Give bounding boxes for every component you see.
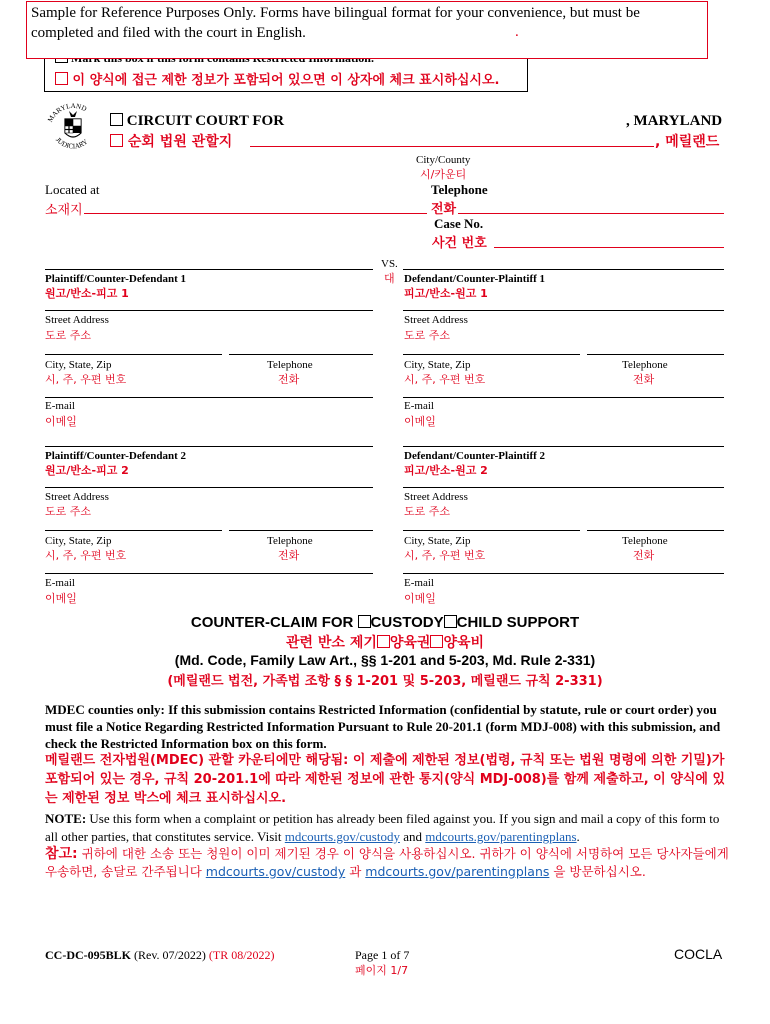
custody-checkbox-kr[interactable] [377,635,390,648]
defendant2-city-label: City, State, Zip [404,535,471,547]
plaintiff2-email-field[interactable] [45,573,373,574]
telephone-label: Telephone [431,182,488,197]
circuit-court-label: CIRCUIT COURT FOR [126,113,285,129]
plaintiff1-name-field[interactable] [45,269,373,270]
plaintiff1-phone-field[interactable] [229,354,373,355]
restricted-label-kr: 이 양식에 접근 제한 정보가 포함되어 있으면 이 상자에 체크 표시하십시오. [72,73,500,88]
restricted-checkbox-kr[interactable] [55,72,68,85]
statute-citation-kr: (메릴랜드 법전, 가족법 조항 § § 1-201 및 5-203, 메릴랜드 규칙 2-331) [167,674,603,689]
plaintiff1-street-label-kr: 도로 주소 [45,329,92,342]
note-end-kr: 을 방문하십시오. [549,864,646,879]
defendant2-name-field[interactable] [403,446,724,447]
plaintiff1-street-label: Street Address [45,314,109,326]
defendant1-city-label: City, State, Zip [404,359,471,371]
plaintiff2-phone-field[interactable] [229,530,373,531]
telephone-label-kr: 전화 [431,202,457,217]
plaintiff2-name-field[interactable] [45,446,373,447]
plaintiff2-city-label: City, State, Zip [45,535,112,547]
sample-notice-text: Sample for Reference Purposes Only. Forms have bilingual format for your convenience, but must be completed and filed with the court in English. [31,5,640,41]
note-label-kr: 참고: [45,846,78,862]
plaintiff2-city-label-kr: 시, 주, 우편 번호 [45,549,127,562]
defendant1-email-label: E-mail [404,400,434,412]
defendant1-street-field[interactable] [403,310,724,311]
svg-text:JUDICIARY [54,136,89,151]
note-paragraph-kr [45,845,729,881]
note-and: and [399,829,426,844]
defendant1-email-label-kr: 이메일 [404,415,436,428]
defendant1-label: Defendant/Counter-Plaintiff 1 [404,273,546,285]
plaintiff2-phone-label: Telephone [267,535,313,547]
plaintiff2-label-kr: 원고/반소-피고 2 [45,464,129,477]
located-at-label-kr: 소재지 [45,203,83,218]
defendant2-city-label-kr: 시, 주, 우편 번호 [404,549,486,562]
maryland-label: , MARYLAND [626,113,723,129]
heading-custody-kr: 양육권 [389,635,431,651]
form-heading [0,614,770,631]
plaintiff2-email-label-kr: 이메일 [45,592,77,605]
mdec-notice-kr: 메릴랜드 전자법원(MDEC) 관할 카운티에만 해당됨: 이 제출에 제한된 정보(법령, 규칙 또는 법원 명령에 의한 기밀)가 포함되어 있는 경우, 규칙 20-201.1에 따라 제한된 정보에 관한 통지(양식 MDJ-008)를 함께 제출하고, 이 양식에 있는 제한된 정보 박스에 체크 표시하십시오. [45,753,725,806]
plaintiff2-street-label: Street Address [45,491,109,503]
plaintiff2-street-field[interactable] [45,487,373,488]
plaintiff1-email-field[interactable] [45,397,373,398]
footer-form-id [45,948,275,963]
defendant1-street-label: Street Address [404,314,468,326]
plaintiff1-email-label: E-mail [45,400,75,412]
located-at-label: Located at [45,182,100,197]
parentingplans-link[interactable]: mdcourts.gov/parentingplans [425,829,577,844]
defendant2-email-label: E-mail [404,577,434,589]
heading-custody: CUSTODY [370,614,444,631]
defendant2-phone-label-kr: 전화 [633,549,655,562]
defendant2-street-field[interactable] [403,487,724,488]
form-heading-kr [0,632,770,652]
defendant1-phone-label: Telephone [622,359,668,371]
form-revision: (Rev. 07/2022) [131,948,206,962]
city-county-label: City/County [416,154,471,166]
custody-link-kr[interactable]: mdcourts.gov/custody [205,864,346,879]
plaintiff1-phone-label: Telephone [267,359,313,371]
plaintiff1-label-kr: 원고/반소-피고 1 [45,287,129,300]
defendant1-email-field[interactable] [403,397,724,398]
note-paragraph [45,810,729,846]
circuit-court-label-kr: 순회 법원 관할지 [127,134,233,150]
heading-counterclaim: COUNTER-CLAIM FOR [190,614,358,631]
defendant2-street-label-kr: 도로 주소 [404,505,451,518]
page-number-kr: 페이지 1/7 [355,964,409,977]
defendant1-name-field[interactable] [403,269,724,270]
note-text-kr: 귀하에 대한 소송 또는 청원이 이미 제기된 경우 이 양식을 사용하십시오. 귀하가 이 양식에 서명하여 모든 당사자들에게 우송하면, 송달로 간주됩니다 [45,846,729,879]
maryland-judiciary-seal [44,97,102,159]
county-field[interactable] [250,146,654,147]
defendant1-label-kr: 피고/반소-원고 1 [404,287,488,300]
note-end: . [576,829,580,844]
plaintiff1-label: Plaintiff/Counter-Defendant 1 [45,273,187,285]
form-translation-rev: (TR 08/2022) [205,948,275,962]
defendant2-label-kr: 피고/반소-원고 2 [404,464,488,477]
defendant2-label: Defendant/Counter-Plaintiff 2 [404,450,546,462]
plaintiff1-street-field[interactable] [45,310,373,311]
form-code: COCLA [674,946,723,962]
defendant1-phone-field[interactable] [587,354,724,355]
custody-link[interactable]: mdcourts.gov/custody [284,829,400,844]
maryland-label-kr: , 메릴랜드 [655,134,720,150]
defendant2-phone-label: Telephone [622,535,668,547]
case-no-label-kr: 사건 번호 [432,236,487,251]
plaintiff1-city-label-kr: 시, 주, 우편 번호 [45,373,127,386]
plaintiff2-email-label: E-mail [45,577,75,589]
parentingplans-link-kr[interactable]: mdcourts.gov/parentingplans [365,864,550,879]
city-county-label-kr: 시/카운티 [420,168,467,181]
note-label: NOTE: [45,811,87,826]
vs-label-kr: 대 [384,272,395,285]
notice-dot: . [515,24,519,40]
seal-text-bottom: JUDICIARY [54,135,90,151]
plaintiff1-city-label: City, State, Zip [45,359,112,371]
vs-label: VS. [381,258,398,270]
circuit-court-checkbox[interactable] [110,113,123,126]
defendant1-street-label-kr: 도로 주소 [404,329,451,342]
defendant1-city-field[interactable] [403,354,580,355]
page-number: Page 1 of 7 [355,948,410,962]
plaintiff2-street-label-kr: 도로 주소 [45,505,92,518]
heading-child-support-kr: 양육비 [443,635,485,651]
circuit-court-checkbox-kr[interactable] [110,134,123,147]
case-no-label: Case No. [434,216,484,231]
plaintiff2-label: Plaintiff/Counter-Defendant 2 [45,450,187,462]
note-and-kr: 과 [345,864,366,879]
sample-notice-box [26,1,708,59]
plaintiff2-phone-label-kr: 전화 [278,549,300,562]
defendant2-city-field[interactable] [403,530,580,531]
defendant2-email-field[interactable] [403,573,724,574]
statute-citation: (Md. Code, Family Law Art., §§ 1-201 and 5-203, Md. Rule 2-331) [174,652,596,668]
form-id: CC-DC-095BLK [45,948,131,962]
telephone-field[interactable] [458,213,724,214]
plaintiff2-city-field[interactable] [45,530,222,531]
defendant2-phone-field[interactable] [587,530,724,531]
child-support-checkbox[interactable] [444,615,457,628]
defendant1-phone-label-kr: 전화 [633,373,655,386]
plaintiff1-city-field[interactable] [45,354,222,355]
child-support-checkbox-kr[interactable] [430,635,443,648]
case-no-field[interactable] [494,247,724,248]
plaintiff1-phone-label-kr: 전화 [278,373,300,386]
mdec-notice: MDEC counties only: If this submission contains Restricted Information (confidential by statute, rule or court order) you must file a Notice Regarding Restricted Information Pursuant to Rule 20-201.1 (form MDJ-008) with this submission, and check the Restricted Information box on this form. [45,702,721,751]
note-text: Use this form when a complaint or petition has already been filed against you. If you sign and mail a copy of this form to all other parties, that constitutes service. Visit [45,811,720,844]
defendant2-email-label-kr: 이메일 [404,592,436,605]
defendant2-street-label: Street Address [404,491,468,503]
heading-child-support: CHILD SUPPORT [456,614,580,631]
custody-checkbox[interactable] [358,615,371,628]
heading-counterclaim-kr: 관련 반소 제기 [285,635,377,651]
located-at-field[interactable] [84,213,427,214]
seal-text-top: MARYLAND [46,101,88,124]
plaintiff1-email-label-kr: 이메일 [45,415,77,428]
defendant1-city-label-kr: 시, 주, 우편 번호 [404,373,486,386]
